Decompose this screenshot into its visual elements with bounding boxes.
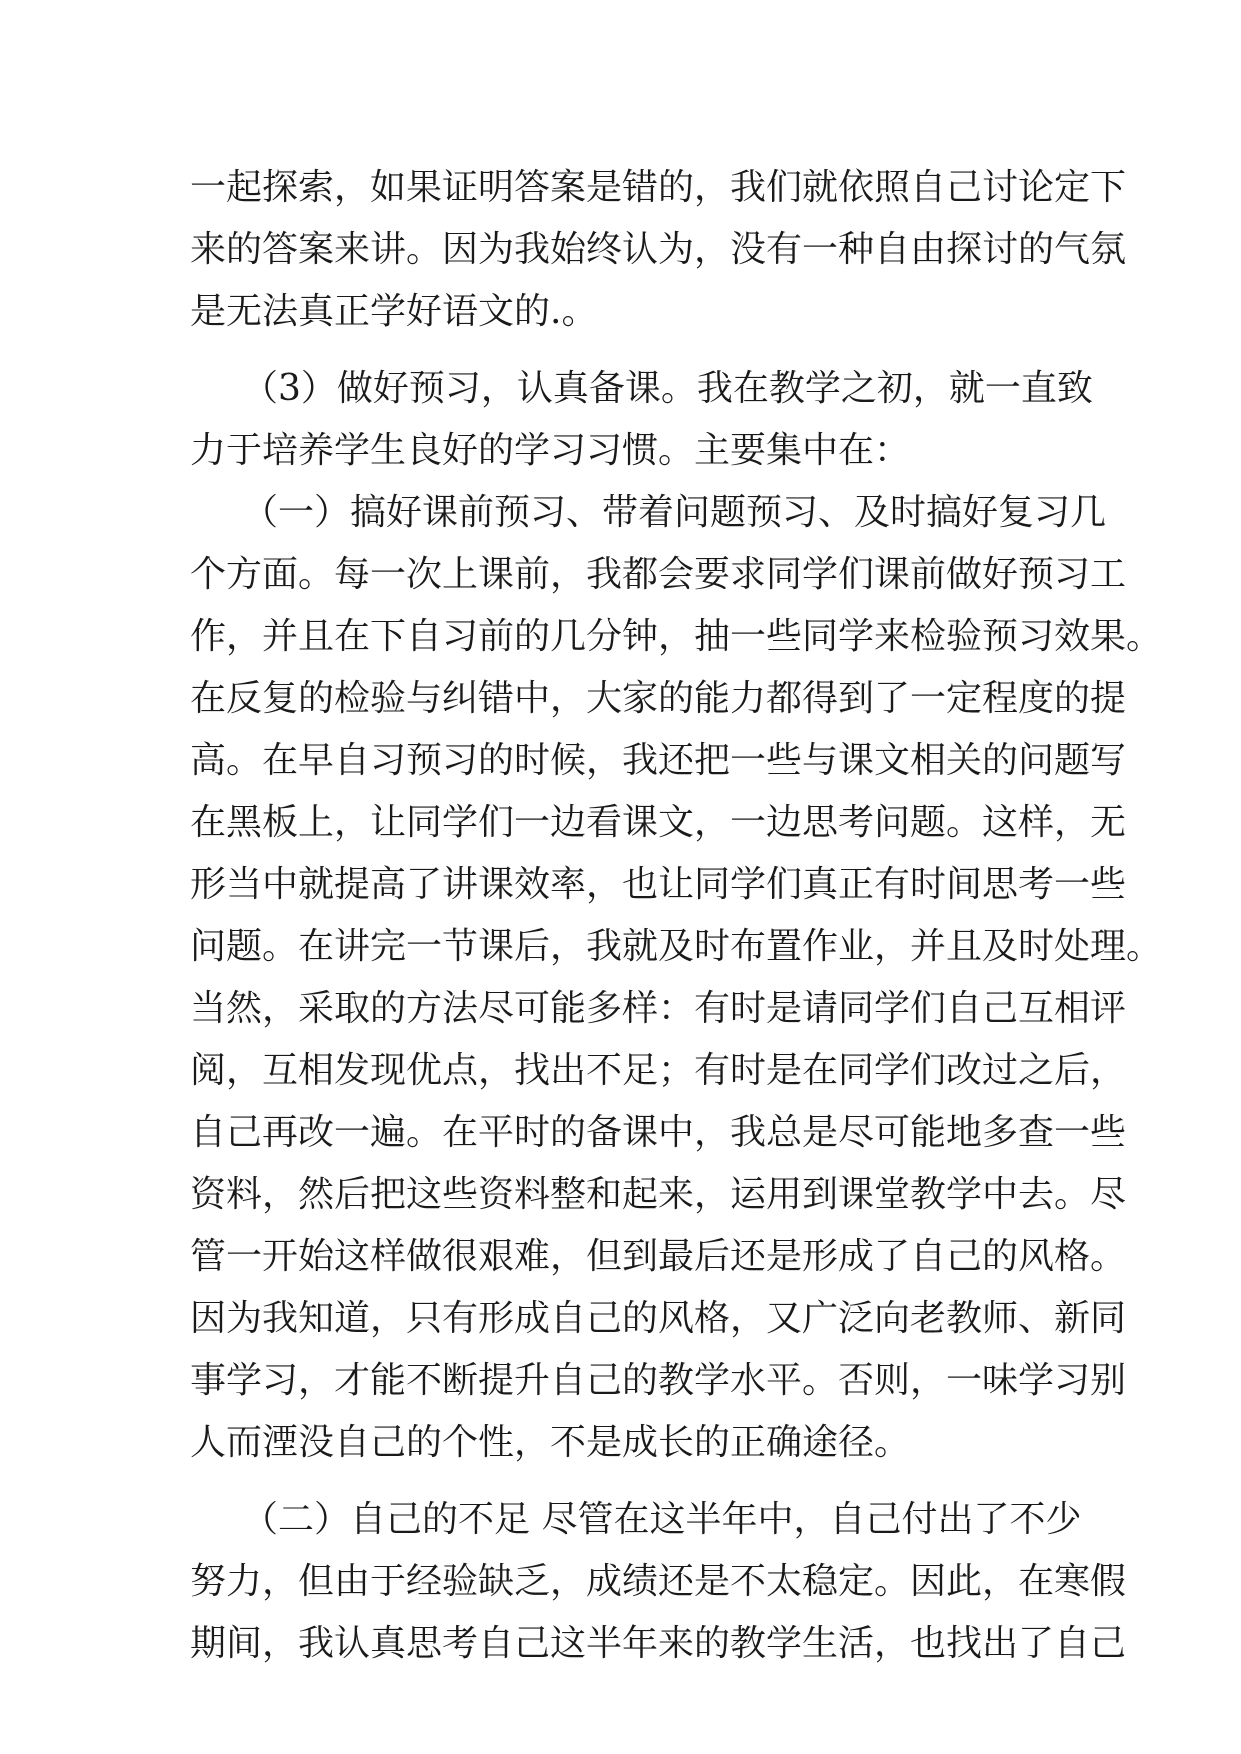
- text-line: 事学习，才能不断提升自己的教学水平。否则，一味学习别: [190, 1360, 1127, 1401]
- text-line: 是无法真正学好语文的.。: [190, 291, 598, 332]
- text-line: 在反复的检验与纠错中，大家的能力都得到了一定程度的提: [190, 678, 1127, 719]
- text-line: 努力，但由于经验缺乏，成绩还是不太稳定。因此，在寒假: [190, 1561, 1127, 1602]
- paragraph-first-line: （一）搞好课前预习、带着问题预习、及时搞好复习几: [242, 492, 1107, 533]
- text-line: 资料，然后把这些资料整和起来，运用到课堂教学中去。尽: [190, 1174, 1127, 1215]
- text-line: 作，并且在下自习前的几分钟，抽一些同学来检验预习效果。: [190, 616, 1163, 657]
- text-line: 高。在早自习预习的时候，我还把一些与课文相关的问题写: [190, 740, 1127, 781]
- paragraph-first-line: （二）自己的不足 尽管在这半年中，自己付出了不少: [242, 1499, 1082, 1540]
- text-line: 一起探索，如果证明答案是错的，我们就依照自己讨论定下: [190, 167, 1127, 208]
- text-line: 形当中就提高了讲课效率，也让同学们真正有时间思考一些: [190, 864, 1127, 905]
- text-line: 阅，互相发现优点，找出不足；有时是在同学们改过之后，: [190, 1050, 1127, 1091]
- text-line: 管一开始这样做很艰难，但到最后还是形成了自己的风格。: [190, 1236, 1127, 1277]
- text-line: 当然，采取的方法尽可能多样：有时是请同学们自己互相评: [190, 988, 1127, 1029]
- text-line: 期间，我认真思考自己这半年来的教学生活，也找出了自己: [190, 1623, 1127, 1664]
- text-line: 问题。在讲完一节课后，我就及时布置作业，并且及时处理。: [190, 926, 1163, 967]
- paragraph-first-line: （3）做好预习，认真备课。我在教学之初，就一直致: [242, 368, 1093, 409]
- text-line: 人而湮没自己的个性，不是成长的正确途径。: [190, 1422, 911, 1463]
- body-text: [190, 157, 1163, 1675]
- text-line: 来的答案来讲。因为我始终认为，没有一种自由探讨的气氛: [190, 229, 1127, 270]
- text-line: 自己再改一遍。在平时的备课中，我总是尽可能地多查一些: [190, 1112, 1127, 1153]
- text-line: 个方面。每一次上课前，我都会要求同学们课前做好预习工: [190, 554, 1127, 595]
- text-line: 因为我知道，只有形成自己的风格，又广泛向老教师、新同: [190, 1298, 1127, 1339]
- text-line: 在黑板上，让同学们一边看课文，一边思考问题。这样，无: [190, 802, 1127, 843]
- text-line: 力于培养学生良好的学习习惯。主要集中在：: [190, 430, 911, 471]
